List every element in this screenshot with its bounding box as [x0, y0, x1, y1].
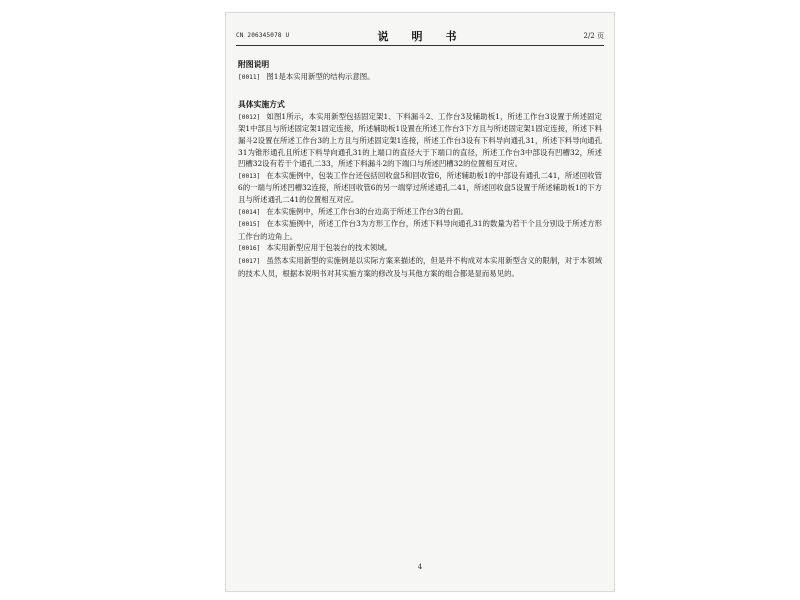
section-heading-drawings: 附图说明	[238, 60, 270, 69]
paragraph-0014	[238, 206, 602, 219]
document-page	[225, 12, 615, 592]
publication-number: CN 206345078 U	[236, 32, 290, 39]
paragraph-text: 本实用新型应用于包装台的技术领域。	[266, 243, 393, 253]
paragraph-number: [0012]	[238, 113, 261, 121]
paragraph-0015	[238, 218, 602, 242]
page-header	[236, 27, 604, 46]
paragraph-text: 在本实施例中，所述工作台3为方形工作台，所述下料导向通孔31的数量为若干个且分别设于所述方形工作台的边角上。	[238, 219, 602, 241]
section-heading-embodiments: 具体实施方式	[238, 100, 285, 110]
paragraph-text: 如图1所示，本实用新型包括固定架1、下料漏斗2、工作台3及辅助板1，所述工作台3设置于所述固定架1中部且与所述固定架1固定连接，所述辅助板1设置在所述工作台3下方且与所述固定架1固定连接，所述下料漏斗2设置在所述工作台3的上方且与所述固定架1连接，所述工作台3设有下料导向通孔31，所述下料导向通孔31为锥形通孔且所述下料导向通孔31的上端口的直径大于下端口的直径，所述工作台3中部设有凹槽32，所述凹槽32设有若干个通孔二33，所述下料漏斗2的下端口与所述凹槽32的位置相互对应。	[238, 111, 602, 169]
paragraph-text: 虽然本实用新型的实施例是以实际方案来描述的，但是并不构成对本实用新型含义的限制，对于本领域的技术人员，根据本说明书对其实施方案的修改及与其他方案的组合都是显而易见的。	[238, 255, 602, 278]
page-number: 4	[417, 563, 423, 571]
paragraph-text: 在本实施例中，所述工作台3的台边高于所述工作台3的台面。	[266, 206, 468, 216]
paragraph-text: 在本实施例中，包装工作台还包括回收盘5和回收管6，所述辅助板1的中部设有通孔二41，所述回收管6的一端与所述凹槽32连接，所述回收管6的另一端穿过所述通孔二41，所述回收盘5设置于所述辅助板1的下方且与所述通孔二41的位置相互对应。	[238, 170, 602, 204]
paragraph-0012	[238, 111, 602, 170]
paragraph-number: [0016]	[238, 245, 261, 253]
document-title: 说 明 书	[377, 30, 463, 43]
paragraph-0011	[238, 71, 602, 84]
paragraph-number: [0017]	[238, 257, 261, 265]
paragraph-number: [0015]	[238, 221, 261, 229]
document-body	[238, 57, 602, 279]
page-indicator: 2/2 页	[583, 32, 604, 40]
paragraph-0013	[238, 170, 602, 206]
paragraph-number: [0011]	[238, 73, 261, 81]
paragraph-number: [0014]	[238, 208, 261, 216]
paragraph-text: 图1是本实用新型的结构示意图。	[266, 71, 375, 81]
paragraph-number: [0013]	[238, 172, 261, 180]
paragraph-0017	[238, 255, 602, 279]
paragraph-0016	[238, 242, 602, 255]
